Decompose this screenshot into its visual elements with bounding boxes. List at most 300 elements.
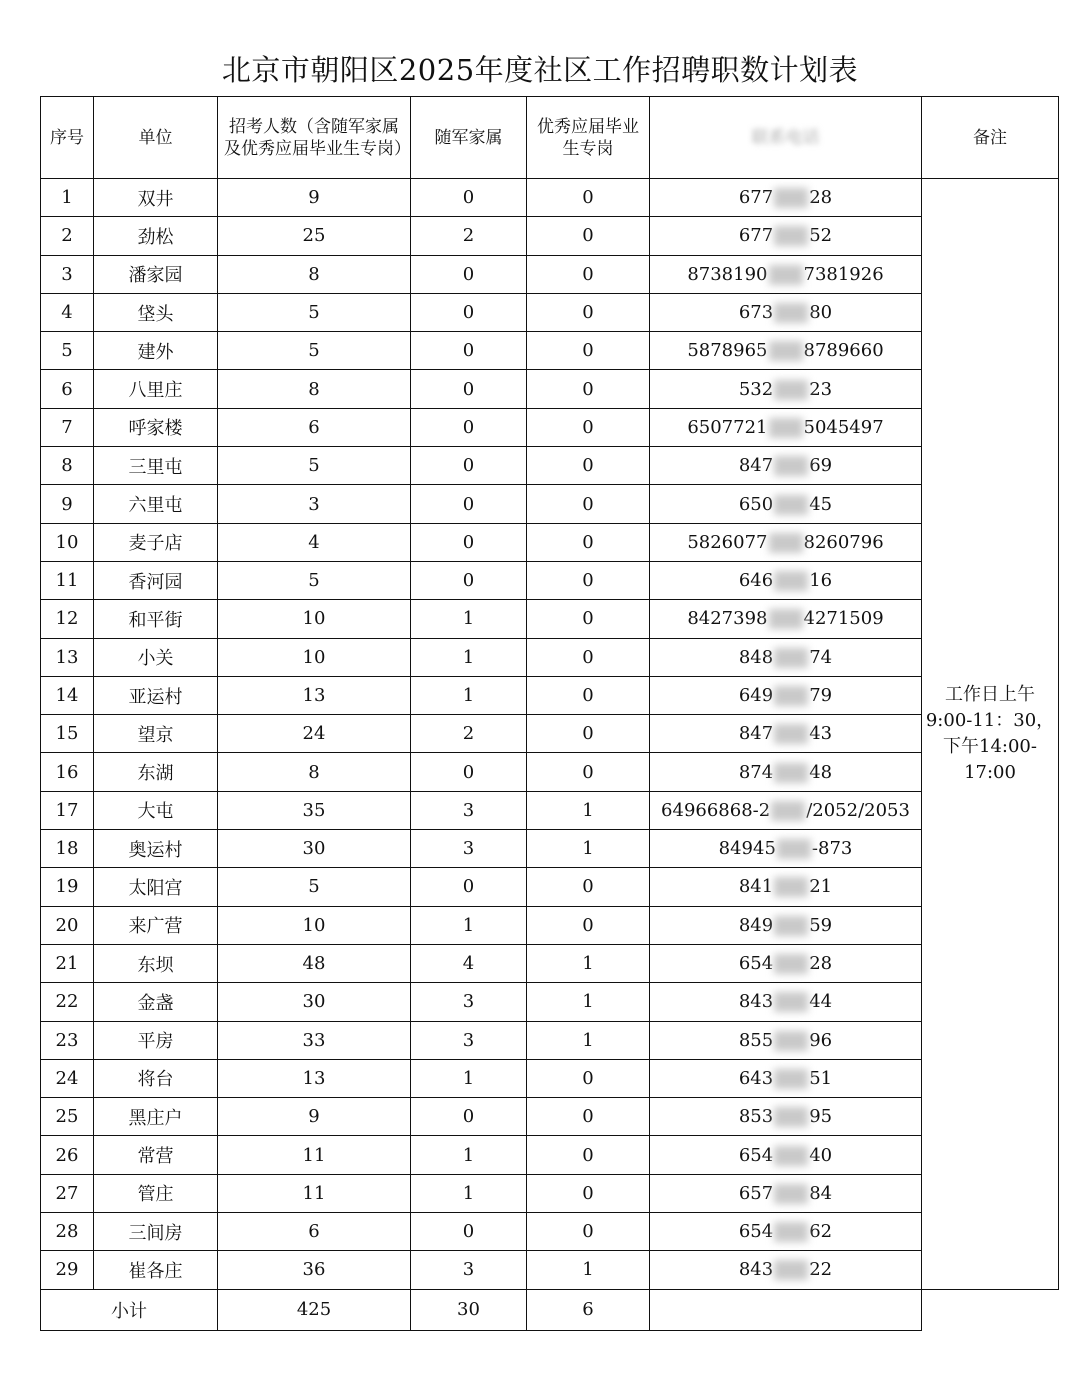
cell-military: 3	[411, 1021, 527, 1059]
phone-redaction-mask	[774, 648, 808, 668]
cell-graduate: 0	[527, 676, 650, 714]
cell-military: 1	[411, 906, 527, 944]
cell-total: 5	[218, 332, 411, 370]
header-military: 随军家属	[411, 97, 527, 179]
cell-graduate: 0	[527, 1136, 650, 1174]
cell-seq: 14	[41, 676, 94, 714]
phone-visible-end: 84	[809, 1182, 833, 1204]
phone-visible-end: 5045497	[803, 416, 884, 438]
cell-total: 48	[218, 944, 411, 982]
phone-visible-start: 650	[738, 493, 774, 515]
phone-visible-start: 841	[738, 876, 774, 898]
table-row	[41, 1174, 1059, 1212]
cell-seq: 27	[41, 1174, 94, 1212]
cell-military: 0	[411, 332, 527, 370]
table-row	[41, 983, 1059, 1021]
phone-redaction-mask	[774, 1222, 808, 1242]
cell-total: 5	[218, 561, 411, 599]
cell-total: 3	[218, 485, 411, 523]
phone-redaction-mask	[774, 1260, 808, 1280]
phone-visible-end: 69	[809, 455, 833, 477]
cell-total: 6	[218, 1213, 411, 1251]
cell-military: 1	[411, 1174, 527, 1212]
cell-graduate: 0	[527, 1098, 650, 1136]
cell-graduate: 1	[527, 791, 650, 829]
cell-seq: 19	[41, 868, 94, 906]
cell-unit: 黑庄户	[94, 1098, 218, 1136]
phone-visible-end: 44	[809, 991, 833, 1013]
cell-total: 33	[218, 1021, 411, 1059]
table-body	[41, 179, 1059, 1290]
phone-visible-start: 847	[738, 455, 774, 477]
cell-military: 3	[411, 983, 527, 1021]
cell-unit: 三里屯	[94, 447, 218, 485]
phone-visible-end: 52	[809, 225, 833, 247]
phone-visible-end: 16	[809, 570, 833, 592]
cell-seq: 13	[41, 638, 94, 676]
phone-visible-start: 8738190	[687, 263, 768, 285]
cell-phone	[650, 408, 922, 446]
cell-unit: 六里屯	[94, 485, 218, 523]
header-graduate: 优秀应届毕业生专岗	[527, 97, 650, 179]
table-row	[41, 255, 1059, 293]
phone-redaction-mask	[774, 954, 808, 974]
cell-seq: 2	[41, 217, 94, 255]
cell-seq: 29	[41, 1251, 94, 1289]
phone-redaction-mask	[769, 265, 803, 285]
phone-visible-start: 855	[738, 1029, 774, 1051]
cell-phone	[650, 370, 922, 408]
cell-military: 0	[411, 1098, 527, 1136]
cell-phone	[650, 1136, 922, 1174]
cell-graduate: 0	[527, 293, 650, 331]
phone-redaction-mask	[771, 801, 805, 821]
phone-visible-end: 28	[809, 953, 833, 975]
phone-visible-start: 643	[738, 1067, 774, 1089]
phone-redaction-mask	[774, 303, 808, 323]
cell-total: 13	[218, 676, 411, 714]
phone-visible-start: 673	[738, 302, 774, 324]
cell-unit: 双井	[94, 179, 218, 217]
table-row	[41, 600, 1059, 638]
cell-seq: 18	[41, 830, 94, 868]
cell-graduate: 1	[527, 1021, 650, 1059]
table-row	[41, 293, 1059, 331]
cell-phone	[650, 485, 922, 523]
phone-visible-start: 853	[738, 1106, 774, 1128]
phone-redaction-mask	[774, 916, 808, 936]
cell-total: 5	[218, 447, 411, 485]
phone-visible-start: 64966868-2	[661, 799, 771, 821]
cell-phone	[650, 255, 922, 293]
phone-visible-end: /2052/2053	[806, 799, 910, 821]
phone-visible-start: 654	[738, 953, 774, 975]
cell-total: 5	[218, 293, 411, 331]
cell-graduate: 0	[527, 255, 650, 293]
phone-visible-end: 51	[809, 1067, 833, 1089]
phone-redaction-mask	[769, 533, 803, 553]
recruitment-plan-table	[40, 96, 1059, 1331]
subtotal-military: 30	[411, 1289, 527, 1330]
phone-visible-start: 849	[738, 914, 774, 936]
phone-redaction-mask	[774, 380, 808, 400]
table-row	[41, 715, 1059, 753]
table-row	[41, 561, 1059, 599]
cell-phone	[650, 715, 922, 753]
cell-graduate: 0	[527, 715, 650, 753]
phone-visible-end: 62	[809, 1221, 833, 1243]
cell-phone	[650, 447, 922, 485]
cell-unit: 潘家园	[94, 255, 218, 293]
phone-visible-start: 84945	[718, 838, 776, 860]
cell-phone	[650, 1213, 922, 1251]
cell-graduate: 0	[527, 1059, 650, 1097]
table-row	[41, 791, 1059, 829]
cell-military: 1	[411, 1136, 527, 1174]
cell-seq: 22	[41, 983, 94, 1021]
phone-redaction-mask	[774, 724, 808, 744]
cell-military: 0	[411, 408, 527, 446]
header-row	[41, 97, 1059, 179]
phone-redaction-mask	[774, 1031, 808, 1051]
cell-total: 35	[218, 791, 411, 829]
cell-seq: 26	[41, 1136, 94, 1174]
cell-total: 10	[218, 600, 411, 638]
cell-total: 10	[218, 638, 411, 676]
phone-visible-end: 45	[809, 493, 833, 515]
phone-visible-end: 96	[809, 1029, 833, 1051]
cell-seq: 8	[41, 447, 94, 485]
cell-unit: 奥运村	[94, 830, 218, 868]
header-seq: 序号	[41, 97, 94, 179]
cell-phone	[650, 753, 922, 791]
cell-phone	[650, 217, 922, 255]
cell-total: 11	[218, 1174, 411, 1212]
cell-military: 0	[411, 179, 527, 217]
cell-seq: 21	[41, 944, 94, 982]
cell-phone	[650, 944, 922, 982]
phone-visible-start: 8427398	[687, 608, 768, 630]
header-total: 招考人数（含随军家属及优秀应届毕业生专岗）	[218, 97, 411, 179]
cell-seq: 23	[41, 1021, 94, 1059]
cell-unit: 和平街	[94, 600, 218, 638]
phone-visible-end: 21	[809, 876, 833, 898]
cell-unit: 小关	[94, 638, 218, 676]
phone-visible-start: 677	[738, 187, 774, 209]
cell-total: 8	[218, 753, 411, 791]
phone-redaction-mask	[774, 686, 808, 706]
phone-visible-end: 22	[809, 1259, 833, 1281]
cell-military: 1	[411, 676, 527, 714]
phone-visible-end: 59	[809, 914, 833, 936]
table-row	[41, 408, 1059, 446]
cell-graduate: 0	[527, 523, 650, 561]
cell-total: 6	[218, 408, 411, 446]
cell-phone	[650, 638, 922, 676]
cell-military: 0	[411, 561, 527, 599]
phone-visible-end: 23	[809, 378, 833, 400]
table-row	[41, 638, 1059, 676]
cell-total: 5	[218, 868, 411, 906]
cell-military: 3	[411, 791, 527, 829]
cell-military: 1	[411, 600, 527, 638]
phone-visible-start: 843	[738, 1259, 774, 1281]
table-row	[41, 1021, 1059, 1059]
subtotal-label: 小计	[41, 1289, 218, 1330]
table-row	[41, 906, 1059, 944]
phone-visible-end: 8789660	[803, 340, 884, 362]
phone-visible-start: 646	[738, 570, 774, 592]
phone-visible-end: 7381926	[803, 263, 884, 285]
cell-total: 30	[218, 830, 411, 868]
cell-graduate: 0	[527, 217, 650, 255]
cell-total: 24	[218, 715, 411, 753]
cell-unit: 管庄	[94, 1174, 218, 1212]
cell-military: 1	[411, 1059, 527, 1097]
cell-phone	[650, 600, 922, 638]
cell-phone	[650, 561, 922, 599]
phone-redaction-mask	[774, 1069, 808, 1089]
phone-visible-end: 4271509	[803, 608, 884, 630]
cell-military: 0	[411, 447, 527, 485]
phone-redaction-mask	[769, 418, 803, 438]
cell-seq: 6	[41, 370, 94, 408]
cell-seq: 5	[41, 332, 94, 370]
cell-phone	[650, 791, 922, 829]
phone-visible-end: 8260796	[803, 531, 884, 553]
cell-unit: 香河园	[94, 561, 218, 599]
table-row	[41, 868, 1059, 906]
cell-seq: 24	[41, 1059, 94, 1097]
cell-graduate: 0	[527, 179, 650, 217]
subtotal-row	[41, 1289, 1059, 1330]
cell-unit: 东坝	[94, 944, 218, 982]
cell-seq: 16	[41, 753, 94, 791]
cell-phone	[650, 179, 922, 217]
phone-visible-start: 532	[738, 378, 774, 400]
phone-visible-start: 5878965	[687, 340, 768, 362]
cell-graduate: 0	[527, 561, 650, 599]
phone-visible-end: 80	[809, 302, 833, 324]
cell-unit: 望京	[94, 715, 218, 753]
cell-military: 0	[411, 485, 527, 523]
cell-seq: 1	[41, 179, 94, 217]
table-row	[41, 676, 1059, 714]
phone-visible-end: 40	[809, 1144, 833, 1166]
cell-unit: 垡头	[94, 293, 218, 331]
phone-redaction-mask	[777, 839, 811, 859]
cell-military: 4	[411, 944, 527, 982]
cell-graduate: 0	[527, 600, 650, 638]
phone-redaction-mask	[774, 495, 808, 515]
cell-total: 13	[218, 1059, 411, 1097]
phone-redaction-mask	[774, 877, 808, 897]
cell-graduate: 1	[527, 830, 650, 868]
phone-visible-end: 74	[809, 646, 833, 668]
cell-unit: 亚运村	[94, 676, 218, 714]
cell-unit: 劲松	[94, 217, 218, 255]
table-row	[41, 179, 1059, 217]
cell-total: 8	[218, 255, 411, 293]
cell-unit: 呼家楼	[94, 408, 218, 446]
cell-total: 36	[218, 1251, 411, 1289]
table-row	[41, 1251, 1059, 1289]
cell-phone	[650, 1251, 922, 1289]
cell-military: 0	[411, 370, 527, 408]
phone-visible-start: 847	[738, 723, 774, 745]
table-row	[41, 753, 1059, 791]
phone-visible-start: 654	[738, 1221, 774, 1243]
remark-cell: 工作日上午9:00-11：30，下午14:00-17:00	[922, 179, 1059, 1290]
cell-phone	[650, 906, 922, 944]
table-row	[41, 217, 1059, 255]
cell-phone	[650, 1174, 922, 1212]
table-row	[41, 1213, 1059, 1251]
cell-phone	[650, 523, 922, 561]
phone-visible-start: 654	[738, 1144, 774, 1166]
cell-graduate: 1	[527, 1251, 650, 1289]
phone-visible-end: 48	[809, 761, 833, 783]
table-row	[41, 944, 1059, 982]
cell-phone	[650, 676, 922, 714]
phone-visible-end: -873	[811, 838, 853, 860]
cell-phone	[650, 293, 922, 331]
cell-military: 0	[411, 868, 527, 906]
phone-redaction-mask	[774, 1107, 808, 1127]
cell-unit: 金盏	[94, 983, 218, 1021]
cell-unit: 崔各庄	[94, 1251, 218, 1289]
cell-graduate: 0	[527, 1174, 650, 1212]
table-row	[41, 830, 1059, 868]
phone-redaction-mask	[774, 763, 808, 783]
cell-unit: 来广营	[94, 906, 218, 944]
cell-unit: 三间房	[94, 1213, 218, 1251]
cell-graduate: 0	[527, 485, 650, 523]
cell-unit: 麦子店	[94, 523, 218, 561]
cell-graduate: 0	[527, 1213, 650, 1251]
cell-military: 3	[411, 1251, 527, 1289]
cell-seq: 12	[41, 600, 94, 638]
cell-military: 0	[411, 293, 527, 331]
cell-graduate: 0	[527, 408, 650, 446]
cell-military: 3	[411, 830, 527, 868]
cell-unit: 大屯	[94, 791, 218, 829]
cell-seq: 20	[41, 906, 94, 944]
table-row	[41, 1098, 1059, 1136]
cell-phone	[650, 1021, 922, 1059]
cell-total: 9	[218, 1098, 411, 1136]
phone-visible-end: 43	[809, 723, 833, 745]
phone-redaction-mask	[774, 1184, 808, 1204]
phone-visible-start: 649	[738, 685, 774, 706]
cell-total: 30	[218, 983, 411, 1021]
cell-seq: 15	[41, 715, 94, 753]
phone-redaction-mask	[774, 456, 808, 476]
phone-redaction-mask	[774, 992, 808, 1012]
cell-unit: 东湖	[94, 753, 218, 791]
cell-military: 1	[411, 638, 527, 676]
cell-military: 0	[411, 523, 527, 561]
phone-redaction-mask	[774, 188, 808, 208]
table-row	[41, 523, 1059, 561]
cell-unit: 建外	[94, 332, 218, 370]
cell-seq: 25	[41, 1098, 94, 1136]
table-row	[41, 370, 1059, 408]
cell-graduate: 0	[527, 868, 650, 906]
cell-total: 10	[218, 906, 411, 944]
cell-phone	[650, 1059, 922, 1097]
phone-visible-start: 874	[738, 761, 774, 783]
cell-graduate: 0	[527, 638, 650, 676]
phone-redaction-mask	[769, 609, 803, 629]
cell-seq: 4	[41, 293, 94, 331]
cell-phone	[650, 830, 922, 868]
subtotal-graduate: 6	[527, 1289, 650, 1330]
phone-visible-start: 848	[738, 646, 774, 668]
phone-redaction-mask	[774, 1146, 808, 1166]
cell-seq: 7	[41, 408, 94, 446]
cell-military: 2	[411, 217, 527, 255]
cell-graduate: 1	[527, 983, 650, 1021]
cell-graduate: 0	[527, 906, 650, 944]
cell-seq: 10	[41, 523, 94, 561]
phone-visible-end: 28	[809, 187, 833, 209]
subtotal-total: 425	[218, 1289, 411, 1330]
cell-unit: 八里庄	[94, 370, 218, 408]
cell-graduate: 0	[527, 447, 650, 485]
cell-total: 25	[218, 217, 411, 255]
phone-redaction-mask	[769, 341, 803, 361]
cell-unit: 太阳宫	[94, 868, 218, 906]
cell-seq: 17	[41, 791, 94, 829]
phone-visible-start: 5826077	[687, 531, 768, 553]
cell-unit: 平房	[94, 1021, 218, 1059]
cell-military: 0	[411, 255, 527, 293]
cell-phone	[650, 983, 922, 1021]
cell-graduate: 0	[527, 753, 650, 791]
table-row	[41, 332, 1059, 370]
table-row	[41, 447, 1059, 485]
page-title: 北京市朝阳区2025年度社区工作招聘职数计划表	[221, 53, 859, 87]
cell-graduate: 0	[527, 370, 650, 408]
header-phone: 联系电话	[650, 97, 922, 179]
phone-visible-end: 95	[809, 1106, 833, 1128]
table-row	[41, 485, 1059, 523]
cell-military: 0	[411, 753, 527, 791]
cell-seq: 3	[41, 255, 94, 293]
cell-total: 8	[218, 370, 411, 408]
cell-graduate: 0	[527, 332, 650, 370]
phone-redaction-mask	[774, 226, 808, 246]
cell-military: 0	[411, 1213, 527, 1251]
cell-military: 2	[411, 715, 527, 753]
header-unit: 单位	[94, 97, 218, 179]
phone-visible-start: 843	[738, 991, 774, 1013]
phone-visible-start: 657	[738, 1182, 774, 1204]
cell-phone	[650, 332, 922, 370]
cell-total: 4	[218, 523, 411, 561]
table-row	[41, 1059, 1059, 1097]
phone-visible-start: 6507721	[687, 416, 768, 438]
phone-visible-end: 79	[809, 685, 833, 706]
cell-phone	[650, 1098, 922, 1136]
phone-visible-start: 677	[738, 225, 774, 247]
cell-seq: 11	[41, 561, 94, 599]
cell-phone	[650, 868, 922, 906]
cell-total: 9	[218, 179, 411, 217]
table-row	[41, 1136, 1059, 1174]
cell-unit: 常营	[94, 1136, 218, 1174]
